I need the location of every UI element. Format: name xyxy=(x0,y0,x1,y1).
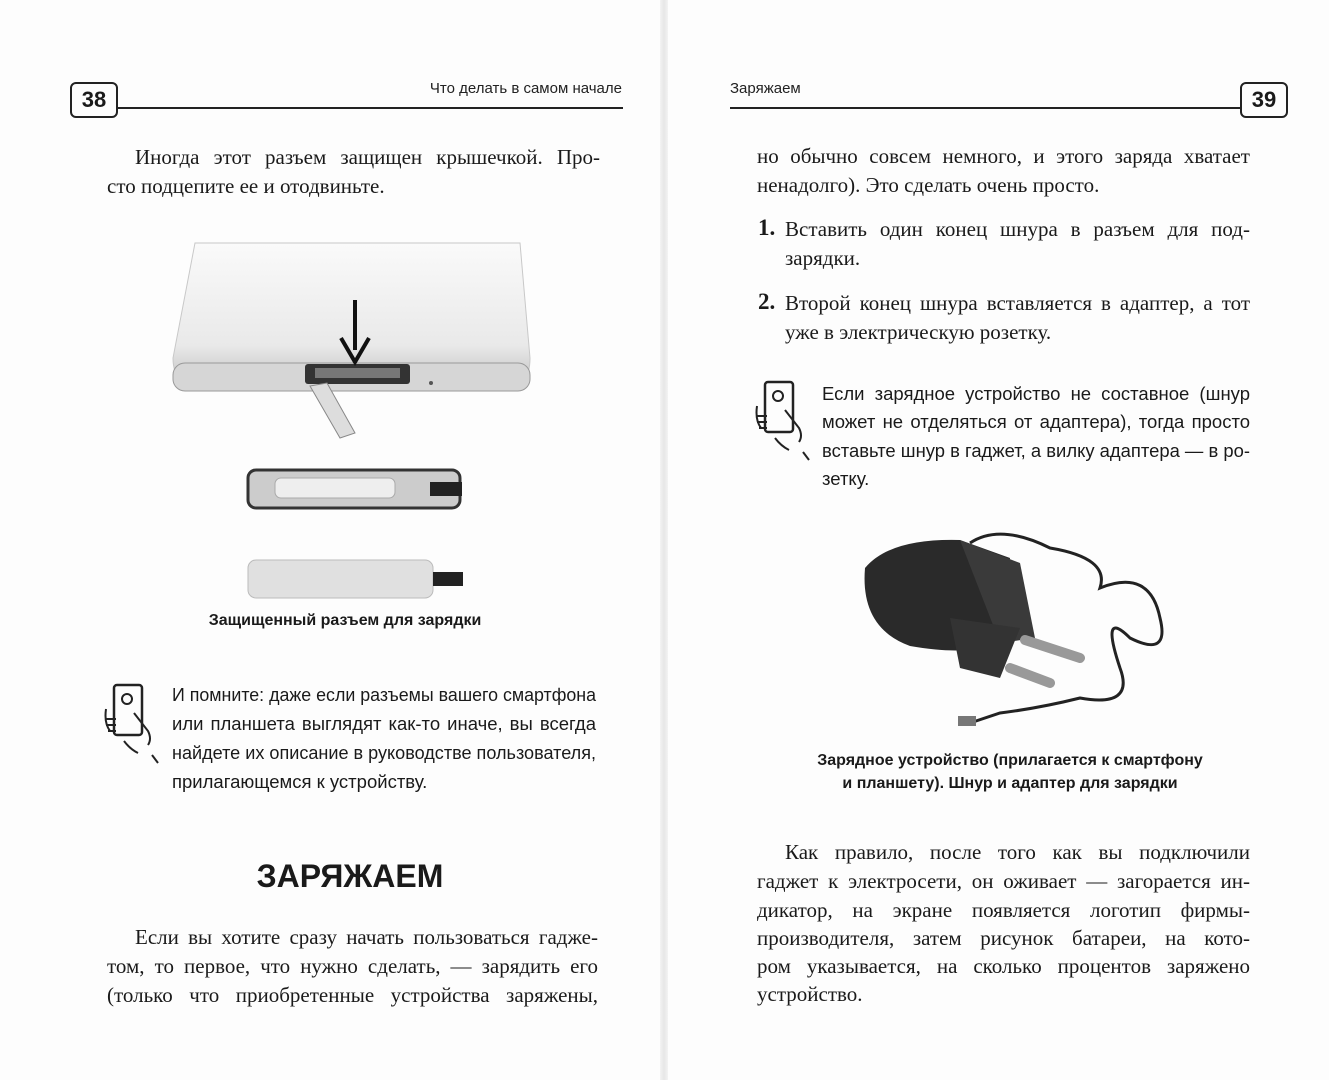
intro-line: Иногда этот разъем защищен крышечкой. Про- xyxy=(135,145,600,169)
header-rule xyxy=(730,107,1240,109)
note-line: или планшета выглядят как-то иначе, вы всегда xyxy=(172,713,596,734)
intro-line: сто подцепите ее и отодвиньте. xyxy=(107,174,385,198)
page-number: 39 xyxy=(1240,82,1288,118)
note-line: зетку. xyxy=(822,468,870,489)
section-heading: ЗАРЯЖАЕМ xyxy=(256,858,444,894)
body-line: производителя, затем рисунок батареи, на кото- xyxy=(757,926,1250,950)
intro-line: но обычно совсем немного, и этого заряда хватает xyxy=(757,144,1250,168)
note-line: найдете их описание в руководстве пользователя, xyxy=(172,742,596,763)
body-line: устройство. xyxy=(757,982,863,1006)
charger-photo xyxy=(850,528,1180,750)
figure-caption: и планшету). Шнур и адаптер для зарядки xyxy=(842,775,1178,792)
step-line: зарядки. xyxy=(785,246,861,270)
body-line: ром указывается, на сколько процентов заряжено xyxy=(757,954,1250,978)
body-line: том, то первое, что нужно сделать, — зарядить его xyxy=(107,954,598,978)
note-line: Если зарядное устройство не составное (шнур xyxy=(822,383,1250,404)
body-line: гаджет к электросети, он оживает — загорается ин- xyxy=(757,869,1250,893)
figure-caption: Защищенный разъем для зарядки xyxy=(208,612,482,629)
note-line: вставьте шнур в гаджет, а вилку адаптера — в ро- xyxy=(822,440,1250,461)
body-line: Если вы хотите сразу начать пользоваться гадже- xyxy=(135,925,598,949)
phone-hand-note-icon xyxy=(104,683,162,765)
running-head: Что делать в самом начале xyxy=(429,80,622,97)
page-number: 38 xyxy=(70,82,118,118)
charging-port-photo xyxy=(165,238,545,608)
step-number: 2. xyxy=(758,289,776,314)
note-line: И помните: даже если разъемы вашего смартфона xyxy=(172,684,596,705)
phone-hand-note-icon xyxy=(755,380,813,462)
book-gutter xyxy=(660,0,668,1080)
header-rule xyxy=(118,107,623,109)
body-line: дикатор, на экране появляется логотип фирмы- xyxy=(757,898,1250,922)
step-number: 1. xyxy=(758,215,776,240)
figure-caption: Зарядное устройство (прилагается к смартфону xyxy=(817,752,1203,769)
step-line: Второй конец шнура вставляется в адаптер, а тот xyxy=(785,291,1250,315)
body-line: (только что приобретенные устройства заряжены, xyxy=(107,983,598,1007)
body-line: Как правило, после того как вы подключили xyxy=(785,840,1250,864)
running-head: Заряжаем xyxy=(730,80,801,97)
note-line: прилагающемся к устройству. xyxy=(172,771,428,792)
intro-line: ненадолго). Это сделать очень просто. xyxy=(757,173,1100,197)
step-line: уже в электрическую розетку. xyxy=(785,320,1052,344)
step-line: Вставить один конец шнура в разъем для под- xyxy=(785,217,1250,241)
note-line: может не отделяться от адаптера), тогда просто xyxy=(822,411,1250,432)
